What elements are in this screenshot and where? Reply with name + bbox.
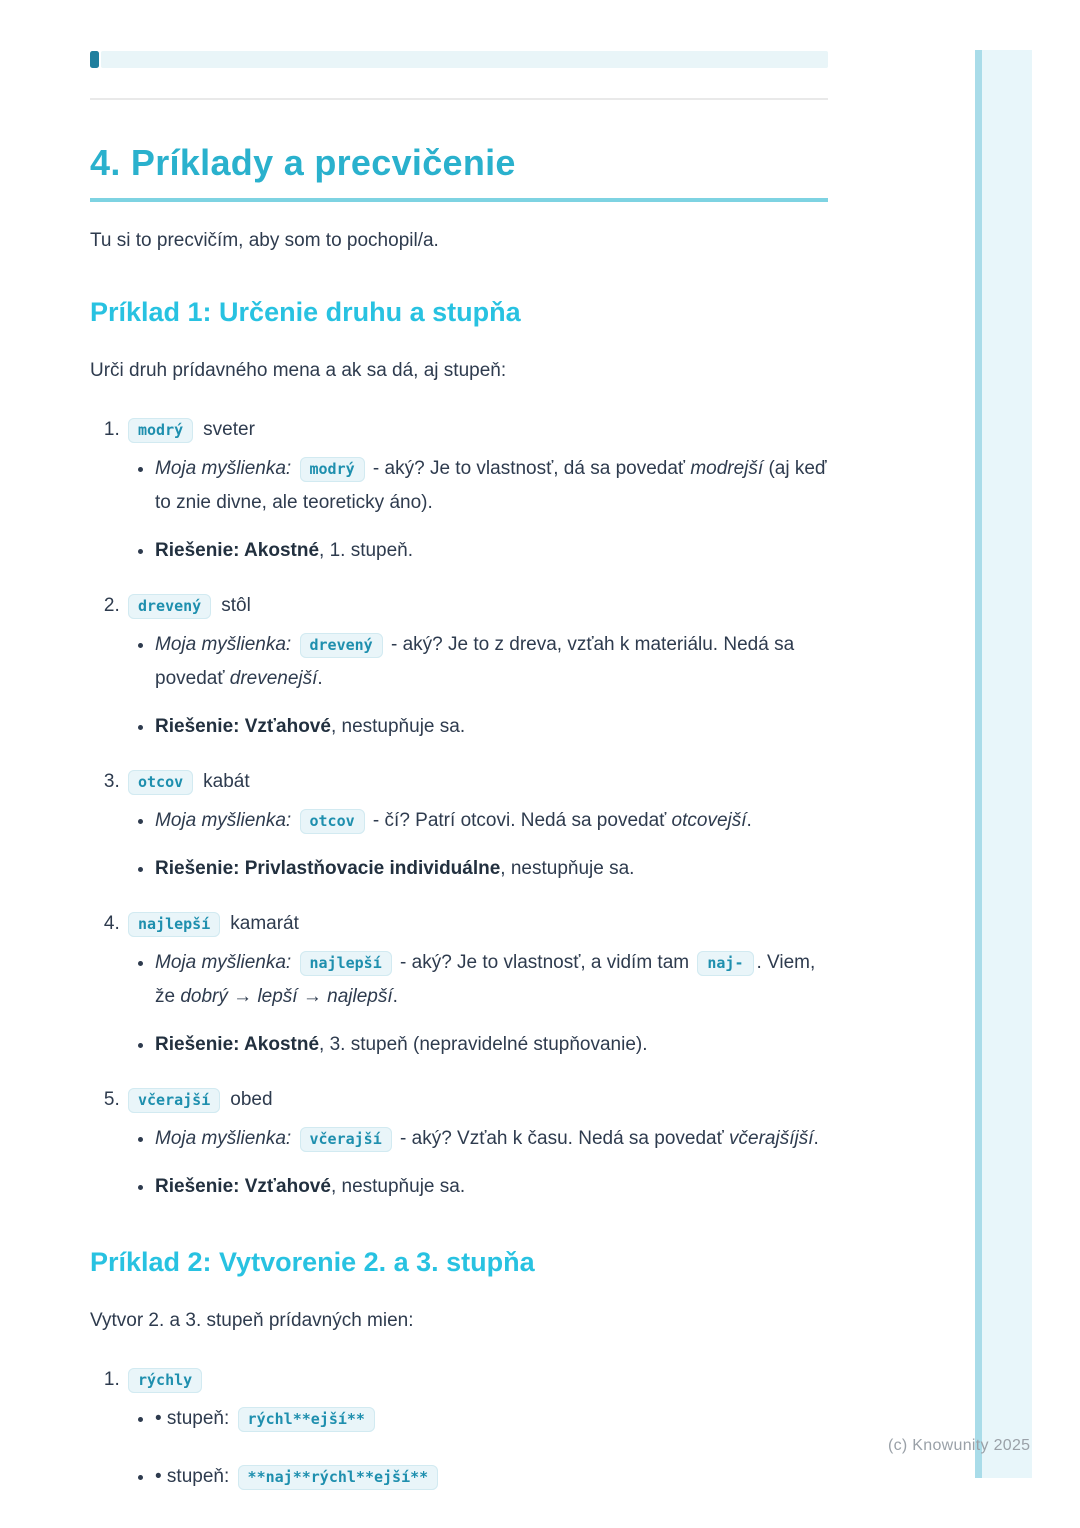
page-subtitle: Tu si to precvičím, aby som to pochopil/a. — [90, 230, 439, 252]
text-segment: Riešenie: Akostné — [155, 1033, 320, 1055]
item-notes — [125, 1402, 828, 1494]
note-bullet — [155, 1122, 828, 1156]
section-intro-example-1: Urči druh prídavného mena a ak sa dá, aj stupeň: — [90, 360, 507, 382]
text-segment: Riešenie: Privlastňovacie individuálne — [155, 857, 501, 879]
text-segment: Moja myšlienka: — [155, 633, 292, 655]
code-chip: drevený — [128, 594, 211, 619]
note-bullet — [155, 852, 828, 886]
note-bullet — [155, 1402, 828, 1436]
exercise-item — [125, 590, 828, 744]
term-line — [125, 414, 828, 446]
note-bullet — [155, 804, 828, 838]
side-accent-bar — [975, 50, 1032, 1478]
text-segment: dobrý — [180, 985, 228, 1007]
text-segment — [291, 952, 296, 973]
text-segment: drevenejší — [229, 667, 318, 689]
text-segment — [291, 458, 296, 479]
term-line — [125, 590, 828, 622]
code-chip: najlepší — [128, 912, 220, 937]
code-chip: otcov — [300, 809, 365, 834]
copyright-text: (c) Knowunity 2025 — [888, 1437, 1031, 1454]
exercise-item — [125, 414, 828, 568]
top-highlight-row — [90, 51, 828, 68]
exercise-item — [125, 1364, 828, 1494]
text-segment: (aj keď to znie divne, ale teoreticky áno). — [155, 457, 827, 513]
code-chip: drevený — [300, 633, 383, 658]
accent-pill — [90, 51, 99, 68]
note-bullet — [155, 1170, 828, 1204]
item-notes — [125, 804, 828, 886]
exercise-item — [125, 1084, 828, 1204]
item-notes — [125, 628, 828, 744]
text-segment: Riešenie: Akostné — [155, 539, 320, 561]
term-line — [125, 766, 828, 798]
text-segment: Moja myšlienka: — [155, 809, 292, 831]
text-segment: , 3. stupeň (nepravidelné stupňovanie). — [319, 1033, 648, 1055]
text-segment: . — [317, 667, 323, 689]
text-segment — [291, 634, 296, 655]
text-segment: → — [227, 985, 258, 1007]
note-bullet — [155, 946, 828, 1014]
item-notes — [125, 452, 828, 568]
code-chip: **naj**rýchl**ejší** — [238, 1465, 439, 1490]
code-chip: včerajší — [128, 1088, 220, 1113]
text-segment: Moja myšlienka: — [155, 1127, 292, 1149]
text-segment: Riešenie: Vzťahové — [155, 715, 331, 737]
text-segment: Moja myšlienka: — [155, 457, 292, 479]
text-segment: , nestupňuje sa. — [500, 857, 635, 879]
note-bullet — [155, 628, 828, 696]
text-segment: Moja myšlienka: — [155, 951, 292, 973]
text-segment: - aký? Je to vlastnosť, a vidím tam — [394, 951, 695, 973]
text-segment: , nestupňuje sa. — [330, 715, 466, 737]
code-chip: modrý — [128, 418, 193, 443]
code-chip: rýchly — [128, 1368, 202, 1393]
section-heading-example-2: Príklad 2: Vytvorenie 2. a 3. stupňa — [90, 1246, 535, 1277]
text-segment: → — [297, 985, 328, 1007]
code-chip: včerajší — [300, 1127, 392, 1152]
term-noun: kabát — [203, 770, 250, 792]
note-bullet — [155, 452, 828, 520]
note-bullet — [155, 1028, 828, 1062]
note-bullet — [155, 710, 828, 744]
exercise-list-1 — [90, 414, 828, 1204]
text-segment: - čí? Patrí otcovi. Nedá sa povedať — [367, 809, 672, 831]
term-noun: kamarát — [230, 912, 299, 934]
text-segment: . — [813, 1127, 819, 1149]
text-segment: - aký? Je to vlastnosť, dá sa povedať — [367, 457, 691, 479]
text-segment — [291, 1128, 296, 1149]
code-chip: otcov — [128, 770, 193, 795]
note-bullet — [155, 534, 828, 568]
text-segment: • stupeň: — [155, 1407, 235, 1429]
text-segment: najlepší — [327, 985, 393, 1007]
exercise-item — [125, 766, 828, 886]
document-page — [90, 0, 828, 1518]
section-heading-example-1: Príklad 1: Určenie druhu a stupňa — [90, 296, 521, 327]
code-chip: modrý — [300, 457, 365, 482]
text-segment: včerajšíjší — [729, 1127, 814, 1149]
text-segment: lepší — [257, 985, 298, 1007]
term-noun: stôl — [221, 594, 251, 616]
item-notes — [125, 946, 828, 1062]
page-title: 4. Príklady a precvičenie — [90, 141, 828, 202]
code-chip: rýchl**ejší** — [238, 1407, 375, 1432]
term-line — [125, 1084, 828, 1116]
term-line — [125, 1364, 828, 1396]
text-segment: . — [746, 809, 752, 831]
text-segment: Riešenie: Vzťahové — [155, 1175, 331, 1197]
code-chip: najlepší — [300, 951, 392, 976]
text-segment: - aký? Je to z dreva, vzťah k materiálu. Nedá sa povedať — [155, 633, 795, 689]
term-line — [125, 908, 828, 940]
text-segment: . — [392, 985, 398, 1007]
code-chip: naj- — [697, 951, 753, 976]
term-noun: sveter — [203, 418, 255, 440]
horizontal-divider — [90, 98, 828, 100]
highlight-bar — [101, 51, 828, 68]
text-segment: otcovejší — [671, 809, 747, 831]
text-segment: , 1. stupeň. — [319, 539, 414, 561]
text-segment: . Viem, že — [155, 951, 816, 1007]
item-notes — [125, 1122, 828, 1204]
text-segment: • stupeň: — [155, 1465, 235, 1487]
exercise-list-2 — [90, 1364, 828, 1494]
text-segment: , nestupňuje sa. — [330, 1175, 466, 1197]
text-segment: modrejší — [690, 457, 764, 479]
section-intro-example-2: Vytvor 2. a 3. stupeň prídavných mien: — [90, 1310, 414, 1332]
note-bullet — [155, 1460, 828, 1494]
text-segment — [291, 810, 296, 831]
text-segment: - aký? Vzťah k času. Nedá sa povedať — [394, 1127, 730, 1149]
exercise-item — [125, 908, 828, 1062]
term-noun: obed — [230, 1088, 273, 1110]
